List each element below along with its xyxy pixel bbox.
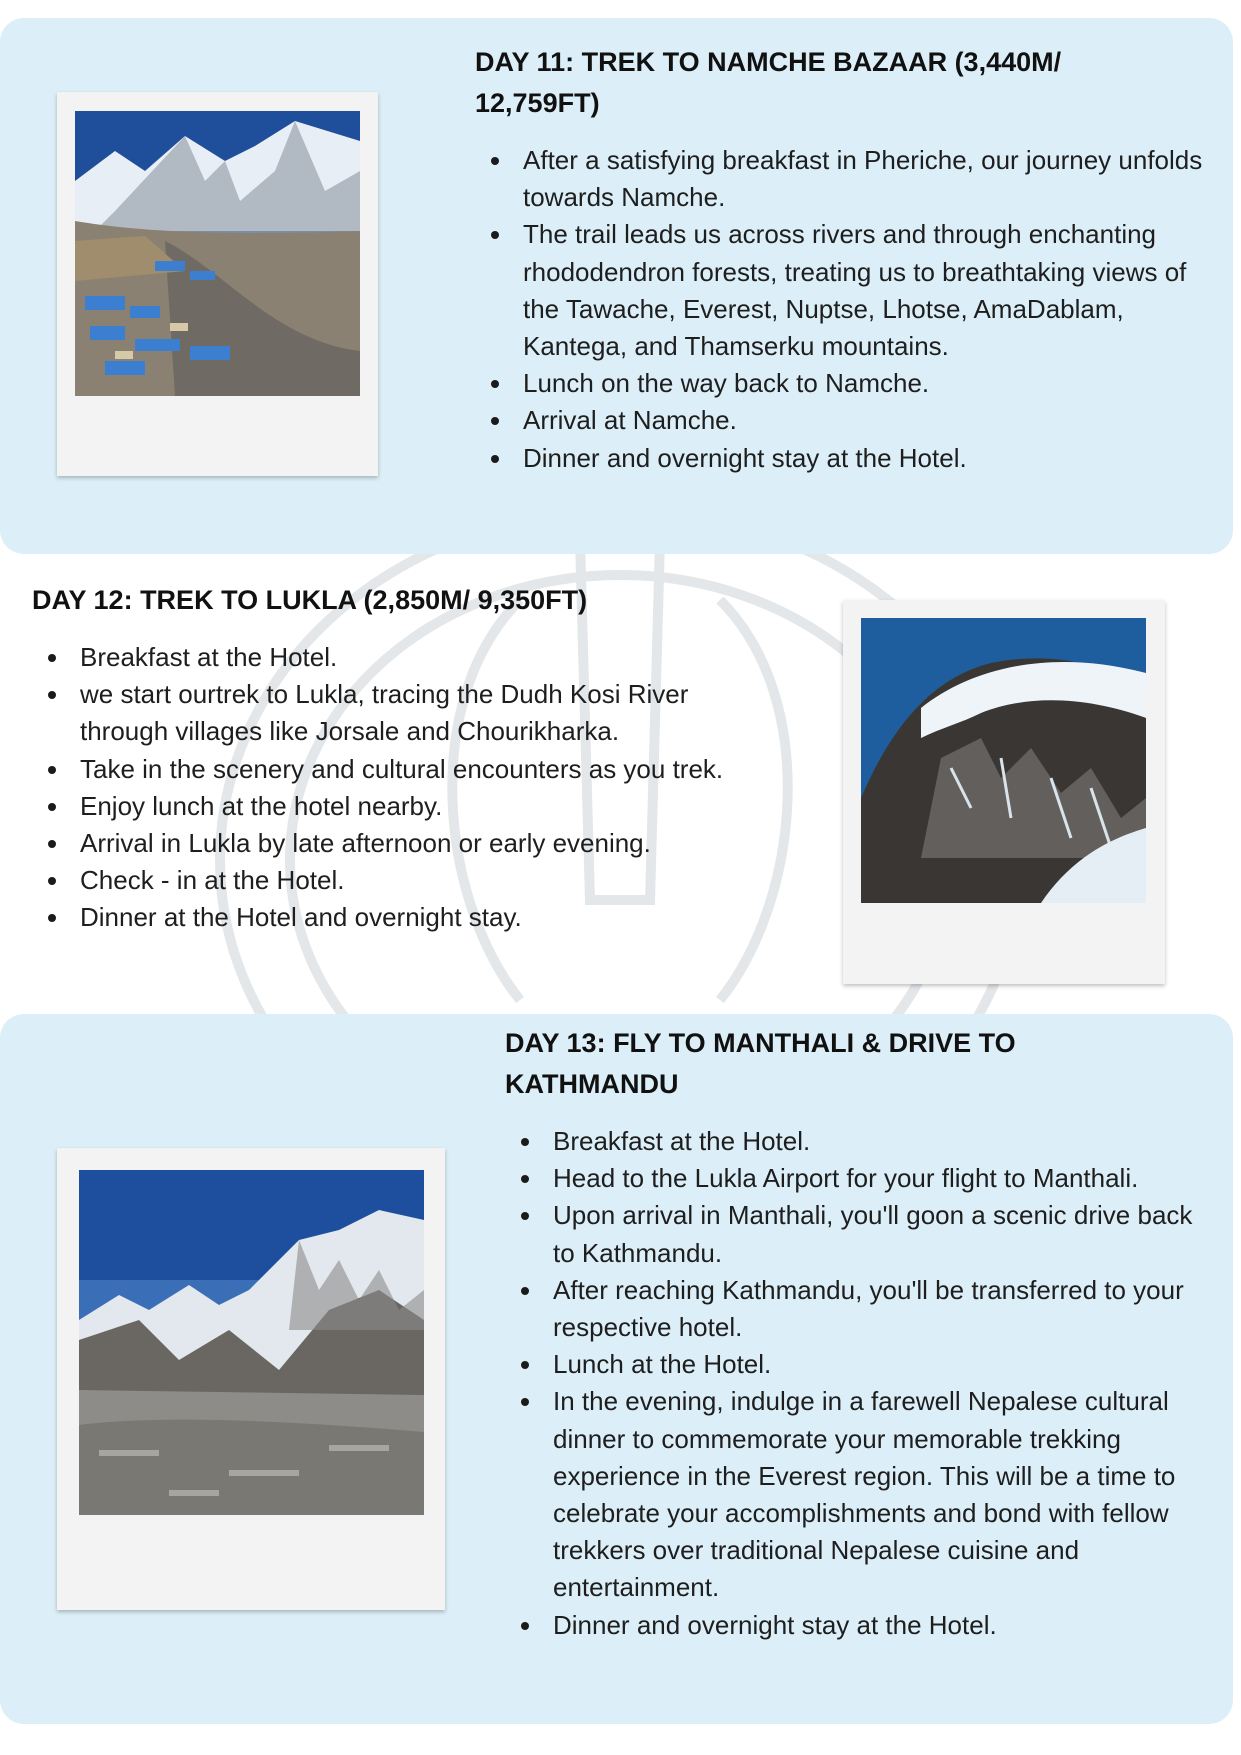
photo-frame-day-12 <box>843 600 1165 984</box>
list-item: Dinner at the Hotel and overnight stay. <box>32 899 772 936</box>
list-item: Enjoy lunch at the hotel nearby. <box>32 788 772 825</box>
list-item: Head to the Lukla Airport for your flight to Manthali. <box>505 1160 1215 1197</box>
day-12-section <box>32 580 772 937</box>
day-12-list <box>32 639 772 937</box>
photo-frame-day-13 <box>57 1148 445 1610</box>
list-item: The trail leads us across rivers and through enchanting rhododendron forests, treating us to breathtaking views of the Tawache, Everest, Nuptse, Lhotse, AmaDablam, Kantega, and Thamserku mountains. <box>475 216 1215 365</box>
day-11-title: DAY 11: TREK TO NAMCHE BAZAAR (3,440M/ 12,759FT) <box>475 47 1062 118</box>
day-12-title: DAY 12: TREK TO LUKLA (2,850M/ 9,350FT) <box>32 585 588 615</box>
list-item: Lunch at the Hotel. <box>505 1346 1215 1383</box>
list-item: After a satisfying breakfast in Pheriche, our journey unfolds towards Namche. <box>475 142 1215 216</box>
day-11-section <box>475 42 1215 477</box>
mountain-village-photo <box>75 111 360 396</box>
list-item: Dinner and overnight stay at the Hotel. <box>475 440 1215 477</box>
photo-frame-day-11 <box>57 92 378 476</box>
list-item: Lunch on the way back to Namche. <box>475 365 1215 402</box>
day-13-title: DAY 13: FLY TO MANTHALI & DRIVE TO KATHMANDU <box>505 1028 1016 1099</box>
list-item: Take in the scenery and cultural encounters as you trek. <box>32 751 772 788</box>
day-13-list <box>505 1123 1215 1644</box>
snow-peak-photo <box>861 618 1146 903</box>
list-item: Arrival in Lukla by late afternoon or early evening. <box>32 825 772 862</box>
list-item: we start ourtrek to Lukla, tracing the Dudh Kosi River through villages like Jorsale and Chourikharka. <box>32 676 772 750</box>
list-item: Breakfast at the Hotel. <box>505 1123 1215 1160</box>
glacier-valley-photo <box>79 1170 424 1515</box>
list-item: Dinner and overnight stay at the Hotel. <box>505 1607 1215 1644</box>
day-11-list <box>475 142 1215 477</box>
list-item: Breakfast at the Hotel. <box>32 639 772 676</box>
list-item: In the evening, indulge in a farewell Nepalese cultural dinner to commemorate your memorable trekking experience in the Everest region. This will be a time to celebrate your accomplishments and bond with fellow trekkers over traditional Nepalese cuisine and entertainment. <box>505 1383 1215 1606</box>
list-item: After reaching Kathmandu, you'll be transferred to your respective hotel. <box>505 1272 1215 1346</box>
day-13-section <box>505 1023 1215 1644</box>
list-item: Upon arrival in Manthali, you'll goon a scenic drive back to Kathmandu. <box>505 1197 1215 1271</box>
list-item: Arrival at Namche. <box>475 402 1215 439</box>
list-item: Check - in at the Hotel. <box>32 862 772 899</box>
